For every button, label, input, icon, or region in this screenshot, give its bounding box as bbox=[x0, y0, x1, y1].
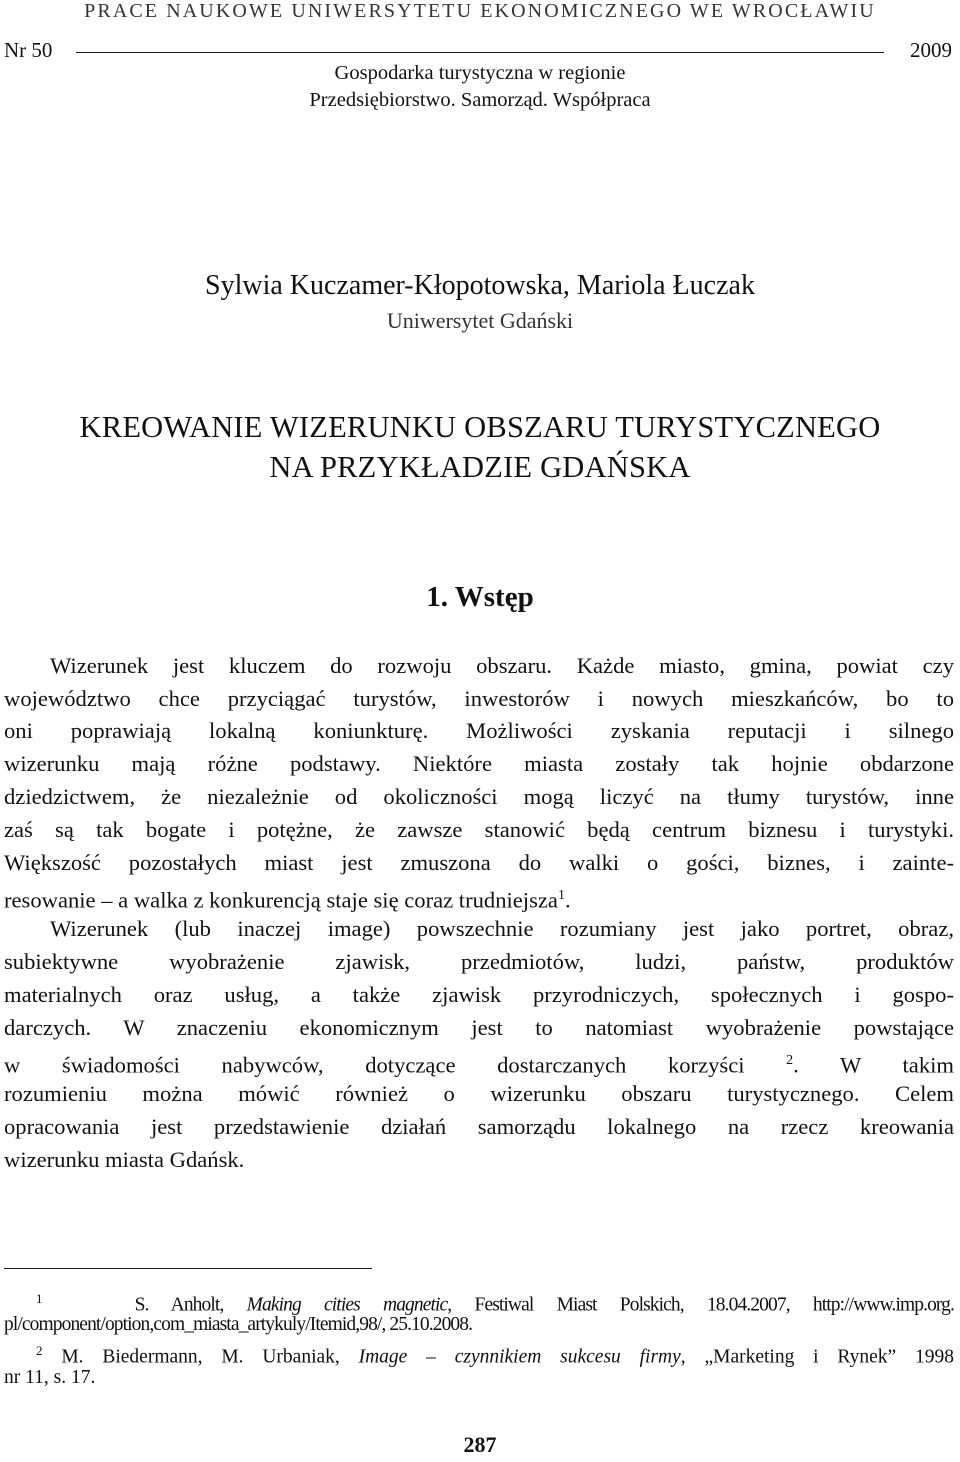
footnote-2-line2: nr 11, s. 17. bbox=[4, 1367, 96, 1388]
body-line bbox=[4, 1046, 954, 1081]
footnote-2-source: , „Marketing i Rynek” 1998 bbox=[680, 1346, 954, 1368]
footnote-ref-2: 2 bbox=[786, 1053, 794, 1068]
body-line: dziedzictwem, że niezależnie od okoliczności mogą liczyć na tłumy turystów, inne bbox=[4, 784, 954, 809]
body-line: rozumieniu można mówić również o wizerunku obszaru turystycznego. Celem bbox=[4, 1081, 954, 1106]
footnote-1-author: S. Anholt, bbox=[134, 1294, 247, 1316]
footnote-2-author: M. Biedermann, M. Urbaniak, bbox=[42, 1346, 359, 1368]
footnote-1-title: Making cities magnetic bbox=[246, 1294, 448, 1316]
body-line: Wizerunek jest kluczem do rozwoju obszaru. Każde miasto, gmina, powiat czy bbox=[50, 653, 954, 678]
body-line: subiektywne wyobrażenie zjawisk, przedmiotów, ludzi, państw, produktów bbox=[4, 949, 954, 974]
body-line: Większość pozostałych miast jest zmuszona do walki o gości, biznes, i zainte- bbox=[4, 850, 954, 875]
article-title-line2: NA PRZYKŁADZIE GDAŃSKA bbox=[269, 450, 691, 484]
series-title-line2: Przedsiębiorstwo. Samorząd. Współpraca bbox=[309, 89, 651, 111]
body-line: zaś są tak bogate i potężne, że zawsze stanowić będą centrum biznesu i turystyki. bbox=[4, 817, 954, 842]
footnote-2-number: 2 bbox=[36, 1343, 43, 1358]
footnote-1-source: , Festiwal Miast Polskich, 18.04.2007, http://www.imp.org. bbox=[447, 1294, 954, 1316]
body-line: Wizerunek (lub inaczej image) powszechnie rozumiany jest jako portret, obraz, bbox=[50, 916, 954, 941]
series-title-line1: Gospodarka turystyczna w regionie bbox=[334, 62, 626, 84]
body-line: wizerunku miasta Gdańsk. bbox=[4, 1147, 245, 1172]
journal-name: PRACE NAUKOWE UNIWERSYTETU EKONOMICZNEGO WE WROCŁAWIU bbox=[84, 0, 876, 22]
body-line-text: . W takim bbox=[793, 1052, 954, 1078]
body-line: opracowania jest przedstawienie działań samorządu lokalnego na rzecz kreowania bbox=[4, 1114, 954, 1139]
article-title-line1: KREOWANIE WIZERUNKU OBSZARU TURYSTYCZNEGO bbox=[79, 410, 881, 444]
issue-year: 2009 bbox=[910, 38, 952, 62]
body-line: darczych. W znaczeniu ekonomicznym jest to natomiast wyobrażenie powstające bbox=[4, 1015, 954, 1040]
footnote-1-line2: pl/component/option,com_miasta_artykuly/Itemid,98/, 25.10.2008. bbox=[4, 1314, 473, 1335]
header-rule bbox=[76, 52, 884, 53]
body-line-text: w świadomości nabywców, dotyczące dostarczanych korzyści bbox=[4, 1052, 745, 1078]
footnote-1-number: 1 bbox=[36, 1291, 42, 1306]
body-line: oni poprawiają lokalną koniunkturę. Możliwości zyskania reputacji i silnego bbox=[4, 718, 954, 743]
sentence-period: . bbox=[564, 887, 571, 913]
author-affiliation: Uniwersytet Gdański bbox=[386, 308, 574, 333]
body-line-text: resowanie – a walka z konkurencją staje się coraz trudniejsza bbox=[4, 887, 558, 913]
section-heading: 1. Wstęp bbox=[426, 581, 534, 613]
page-number: 287 bbox=[463, 1432, 497, 1457]
footnote-ref-1: 1 bbox=[557, 888, 565, 903]
body-line: województwo chce przyciągać turystów, inwestorów i nowych mieszkańców, bo to bbox=[4, 686, 954, 711]
footnote-separator bbox=[4, 1268, 372, 1269]
body-line: wizerunku mają różne podstawy. Niektóre miasta zostały tak hojnie obdarzone bbox=[4, 751, 954, 776]
body-line bbox=[4, 881, 954, 916]
article-authors: Sylwia Kuczamer-Kłopotowska, Mariola Łuczak bbox=[205, 270, 755, 301]
body-line: materialnych oraz usług, a także zjawisk przyrodniczych, społecznych i gospo- bbox=[4, 982, 954, 1007]
issue-number: Nr 50 bbox=[4, 38, 53, 62]
footnote-2-title: Image – czynnikiem sukcesu firmy bbox=[358, 1346, 681, 1368]
